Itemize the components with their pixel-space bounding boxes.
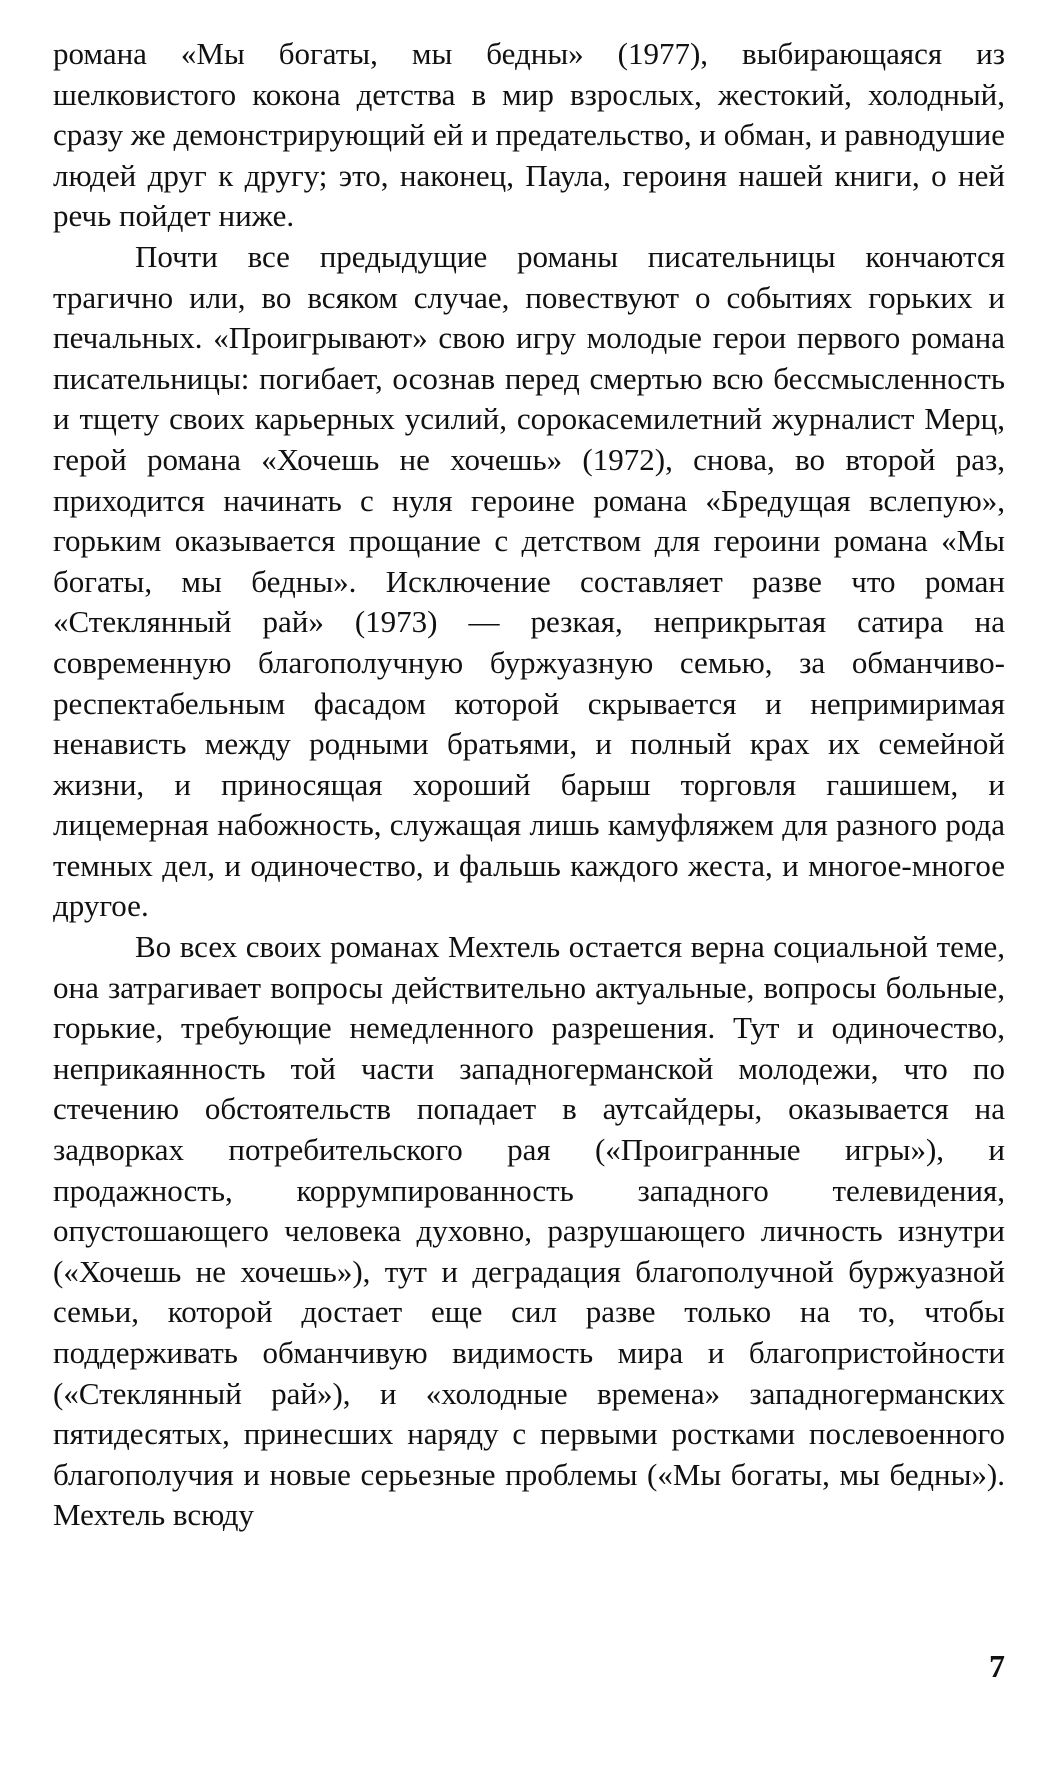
body-text: [53, 34, 1005, 1536]
paragraph-social-theme: Во всех своих романах Мехтель остается верна социальной теме, она затрагивает вопросы действительно актуальные, вопросы больные, горькие, требующие немедленного разрешения. Тут и одиночество, неприкаянность той части западногерманской молодежи, что по стечению обстоятельств попадает в аутсайдеры, оказывается на задворках потребительского рая («Проигранные игры»), и продажность, коррумпированность западного телевидения, опустошающего человека духовно, разрушающего личность изнутри («Хочешь не хочешь»), тут и деградация благополучной буржуазной семьи, которой достает еще сил разве только на то, чтобы поддерживать обманчивую видимость мира и благопристойности («Стеклянный рай»), и «холодные времена» западногерманских пятидесятых, принесших наряду с первыми ростками послевоенного благополучия и новые серьезные проблемы («Мы богаты, мы бедны»). Мехтель всюду: [53, 929, 1005, 1533]
page-number: 7: [989, 1648, 1005, 1684]
paragraph-continuation: романа «Мы богаты, мы бедны» (1977), выбирающаяся из шелковистого кокона детства в мир взрослых, жестокий, холодный, сразу же демонстрирующий ей и предательство, и обман, и равнодушие людей друг к другу; это, наконец, Паула, героиня нашей книги, о ней речь пойдет ниже.: [53, 36, 1005, 234]
paragraph-tragic-novels: Почти все предыдущие романы писательницы кончаются трагично или, во всяком случае, повествуют о событиях горьких и печальных. «Проигрывают» свою игру молодые герои первого романа писательницы: погибает, осознав перед смертью всю бессмысленность и тщету своих карьерных усилий, сорокасемилетний журналист Мерц, герой романа «Хочешь не хочешь» (1972), снова, во второй раз, приходится начинать с нуля героине романа «Бредущая вслепую», горьким оказывается прощание с детством для героини романа «Мы богаты, мы бедны». Исключение составляет разве что роман «Стеклянный рай» (1973) — резкая, неприкрытая сатира на современную благополучную буржуазную семью, за обманчиво-респектабельным фасадом которой скрывается и непримиримая ненависть между родными братьями, и полный крах их семейной жизни, и приносящая хороший барыш торговля гашишем, и лицемерная набожность, служащая лишь камуфляжем для разного рода темных дел, и одиночество, и фальшь каждого жеста, и многое-многое другое.: [53, 238, 1005, 924]
